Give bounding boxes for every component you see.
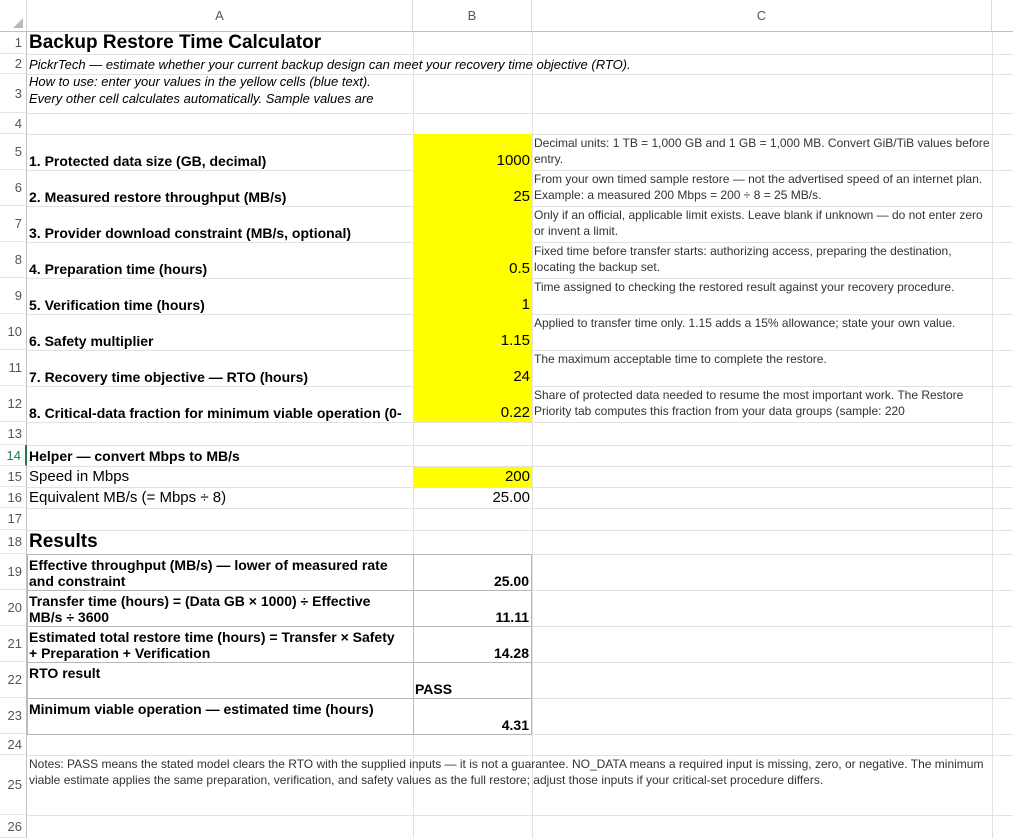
- input-note[interactable]: Decimal units: 1 TB = 1,000 GB and 1 GB = 1,000 MB. Convert GiB/TiB values before entry.: [534, 136, 990, 166]
- select-all-icon: [13, 18, 23, 28]
- row-header-2[interactable]: 2: [0, 54, 27, 74]
- result-label[interactable]: [29, 557, 411, 590]
- helper-equiv-value[interactable]: 25.00: [492, 489, 530, 506]
- result-label-line: MB/s ÷ 3600: [29, 609, 110, 625]
- helper-speed-input[interactable]: 200: [413, 467, 532, 487]
- result-value[interactable]: 25.00: [493, 573, 529, 589]
- input-note[interactable]: Fixed time before transfer starts: authorizing access, preparing the destination, locating the backup set.: [534, 244, 952, 274]
- row-header-8[interactable]: 8: [0, 242, 27, 278]
- row-header-17[interactable]: 17: [0, 508, 27, 530]
- column-header-c[interactable]: C: [532, 0, 992, 32]
- input-label[interactable]: 4. Preparation time (hours): [29, 261, 208, 277]
- result-label-line: Transfer time (hours) = (Data GB × 1000) ÷ Effective: [29, 593, 371, 609]
- result-label[interactable]: [29, 629, 411, 662]
- row-header-20[interactable]: 20: [0, 590, 27, 626]
- input-note[interactable]: Applied to transfer time only. 1.15 adds a 15% allowance; state your own value.: [534, 316, 956, 330]
- row-header-22[interactable]: 22: [0, 662, 27, 698]
- result-value[interactable]: 4.31: [501, 717, 529, 733]
- row-header-1[interactable]: 1: [0, 32, 27, 54]
- row-header-26[interactable]: 26: [0, 815, 27, 838]
- row-header-23[interactable]: 23: [0, 698, 27, 734]
- results-divider: [27, 662, 532, 663]
- howto-line-2[interactable]: Every other cell calculates automatically. Sample values are: [29, 92, 374, 106]
- row-header-6[interactable]: 6: [0, 170, 27, 206]
- input-label[interactable]: 8. Critical-data fraction for minimum viable operation (0-: [29, 405, 402, 421]
- grid-line: [27, 54, 1013, 55]
- input-value-cell[interactable]: 24: [513, 368, 530, 385]
- row-header-4[interactable]: 4: [0, 113, 27, 134]
- input-value-cell[interactable]: 0.5: [509, 260, 530, 277]
- rto-result-value[interactable]: PASS: [415, 681, 453, 697]
- sheet-title[interactable]: Backup Restore Time Calculator: [29, 32, 322, 53]
- row-header-18[interactable]: 18: [0, 530, 27, 554]
- input-label[interactable]: 1. Protected data size (GB, decimal): [29, 153, 267, 169]
- row-header-25[interactable]: 25: [0, 755, 27, 815]
- result-label-line: Effective throughput (MB/s) — lower of measured rate: [29, 557, 388, 573]
- row-header-7[interactable]: 7: [0, 206, 27, 242]
- input-value-cell[interactable]: [413, 224, 532, 242]
- input-value-cell[interactable]: 1000: [496, 152, 530, 169]
- result-label-line: + Preparation + Verification: [29, 645, 211, 661]
- grid-line: [532, 32, 533, 838]
- grid-line: [27, 815, 1013, 816]
- result-label-line: and constraint: [29, 573, 126, 589]
- select-all-corner[interactable]: [0, 0, 27, 32]
- input-label[interactable]: 6. Safety multiplier: [29, 333, 154, 349]
- grid-line: [27, 445, 1013, 446]
- results-divider: [27, 626, 532, 627]
- sheet-subtitle[interactable]: PickrTech — estimate whether your current backup design can meet your recovery time objective (RTO).: [29, 57, 631, 72]
- input-note[interactable]: Time assigned to checking the restored result against your recovery procedure.: [534, 280, 955, 294]
- input-value-cell[interactable]: 1: [521, 296, 530, 313]
- helper-speed-label[interactable]: Speed in Mbps: [29, 468, 130, 485]
- result-label[interactable]: [29, 593, 411, 626]
- row-header-21[interactable]: 21: [0, 626, 27, 662]
- results-heading[interactable]: Results: [29, 531, 98, 552]
- row-header-16[interactable]: 16: [0, 487, 27, 508]
- footnote-text[interactable]: Notes: PASS means the stated model clears the RTO with the supplied inputs — it is not a guarantee. NO_DATA means a required input is missing, zero, or negative. The minimum viable estimate applies the same preparation, verification, and safety values as the full restore; adjust those inputs if your critical-set procedure differs.: [29, 757, 984, 787]
- grid-line: [27, 113, 1013, 114]
- howto-line-1[interactable]: How to use: enter your values in the yellow cells (blue text).: [29, 75, 371, 89]
- row-header-15[interactable]: 15: [0, 466, 27, 487]
- column-header-a[interactable]: A: [27, 0, 413, 32]
- row-header-19[interactable]: 19: [0, 554, 27, 590]
- results-divider: [27, 590, 532, 591]
- input-note[interactable]: Only if an official, applicable limit exists. Leave blank if unknown — do not enter zero or invent a limit.: [534, 208, 983, 238]
- input-value-cell[interactable]: 0.22: [500, 404, 530, 421]
- row-header-5[interactable]: 5: [0, 134, 27, 170]
- row-header-12[interactable]: 12: [0, 386, 27, 422]
- grid-line: [27, 422, 1013, 423]
- input-note[interactable]: The maximum acceptable time to complete the restore.: [534, 352, 827, 366]
- row-header-13[interactable]: 13: [0, 422, 27, 445]
- input-label[interactable]: 5. Verification time (hours): [29, 297, 205, 313]
- grid-line: [992, 32, 993, 838]
- result-value[interactable]: 11.11: [495, 609, 529, 625]
- input-label[interactable]: 3. Provider download constraint (MB/s, optional): [29, 225, 352, 241]
- column-header-d[interactable]: [992, 0, 1013, 32]
- result-label-line: Estimated total restore time (hours) = Transfer × Safety: [29, 629, 395, 645]
- row-header-14[interactable]: 14: [0, 445, 27, 466]
- result-value[interactable]: 14.28: [493, 645, 529, 661]
- row-header-10[interactable]: 10: [0, 314, 27, 350]
- row-header-9[interactable]: 9: [0, 278, 27, 314]
- row-header-11[interactable]: 11: [0, 350, 27, 386]
- input-note[interactable]: From your own timed sample restore — not the advertised speed of an internet plan. Example: a measured 200 Mbps = 200 ÷ 8 = 25 MB/s.: [534, 172, 983, 202]
- result-label[interactable]: Minimum viable operation — estimated time (hours): [29, 701, 374, 717]
- results-divider: [27, 698, 532, 699]
- input-value-cell[interactable]: 1.15: [500, 332, 530, 349]
- helper-equiv-label[interactable]: Equivalent MB/s (= Mbps ÷ 8): [29, 489, 227, 506]
- grid-line: [27, 487, 1013, 488]
- input-label[interactable]: 2. Measured restore throughput (MB/s): [29, 189, 287, 205]
- result-label[interactable]: RTO result: [29, 665, 101, 681]
- column-header-b[interactable]: B: [413, 0, 532, 32]
- grid-line: [27, 508, 1013, 509]
- row-header-24[interactable]: 24: [0, 734, 27, 755]
- input-value-cell[interactable]: 25: [513, 188, 530, 205]
- helper-heading[interactable]: Helper — convert Mbps to MB/s: [29, 448, 240, 464]
- input-label[interactable]: 7. Recovery time objective — RTO (hours): [29, 369, 309, 385]
- row-header-3[interactable]: 3: [0, 74, 27, 113]
- input-note[interactable]: Share of protected data needed to resume the most important work. The Restore Priority tab computes this fraction from your data groups (sample: 220: [534, 388, 964, 418]
